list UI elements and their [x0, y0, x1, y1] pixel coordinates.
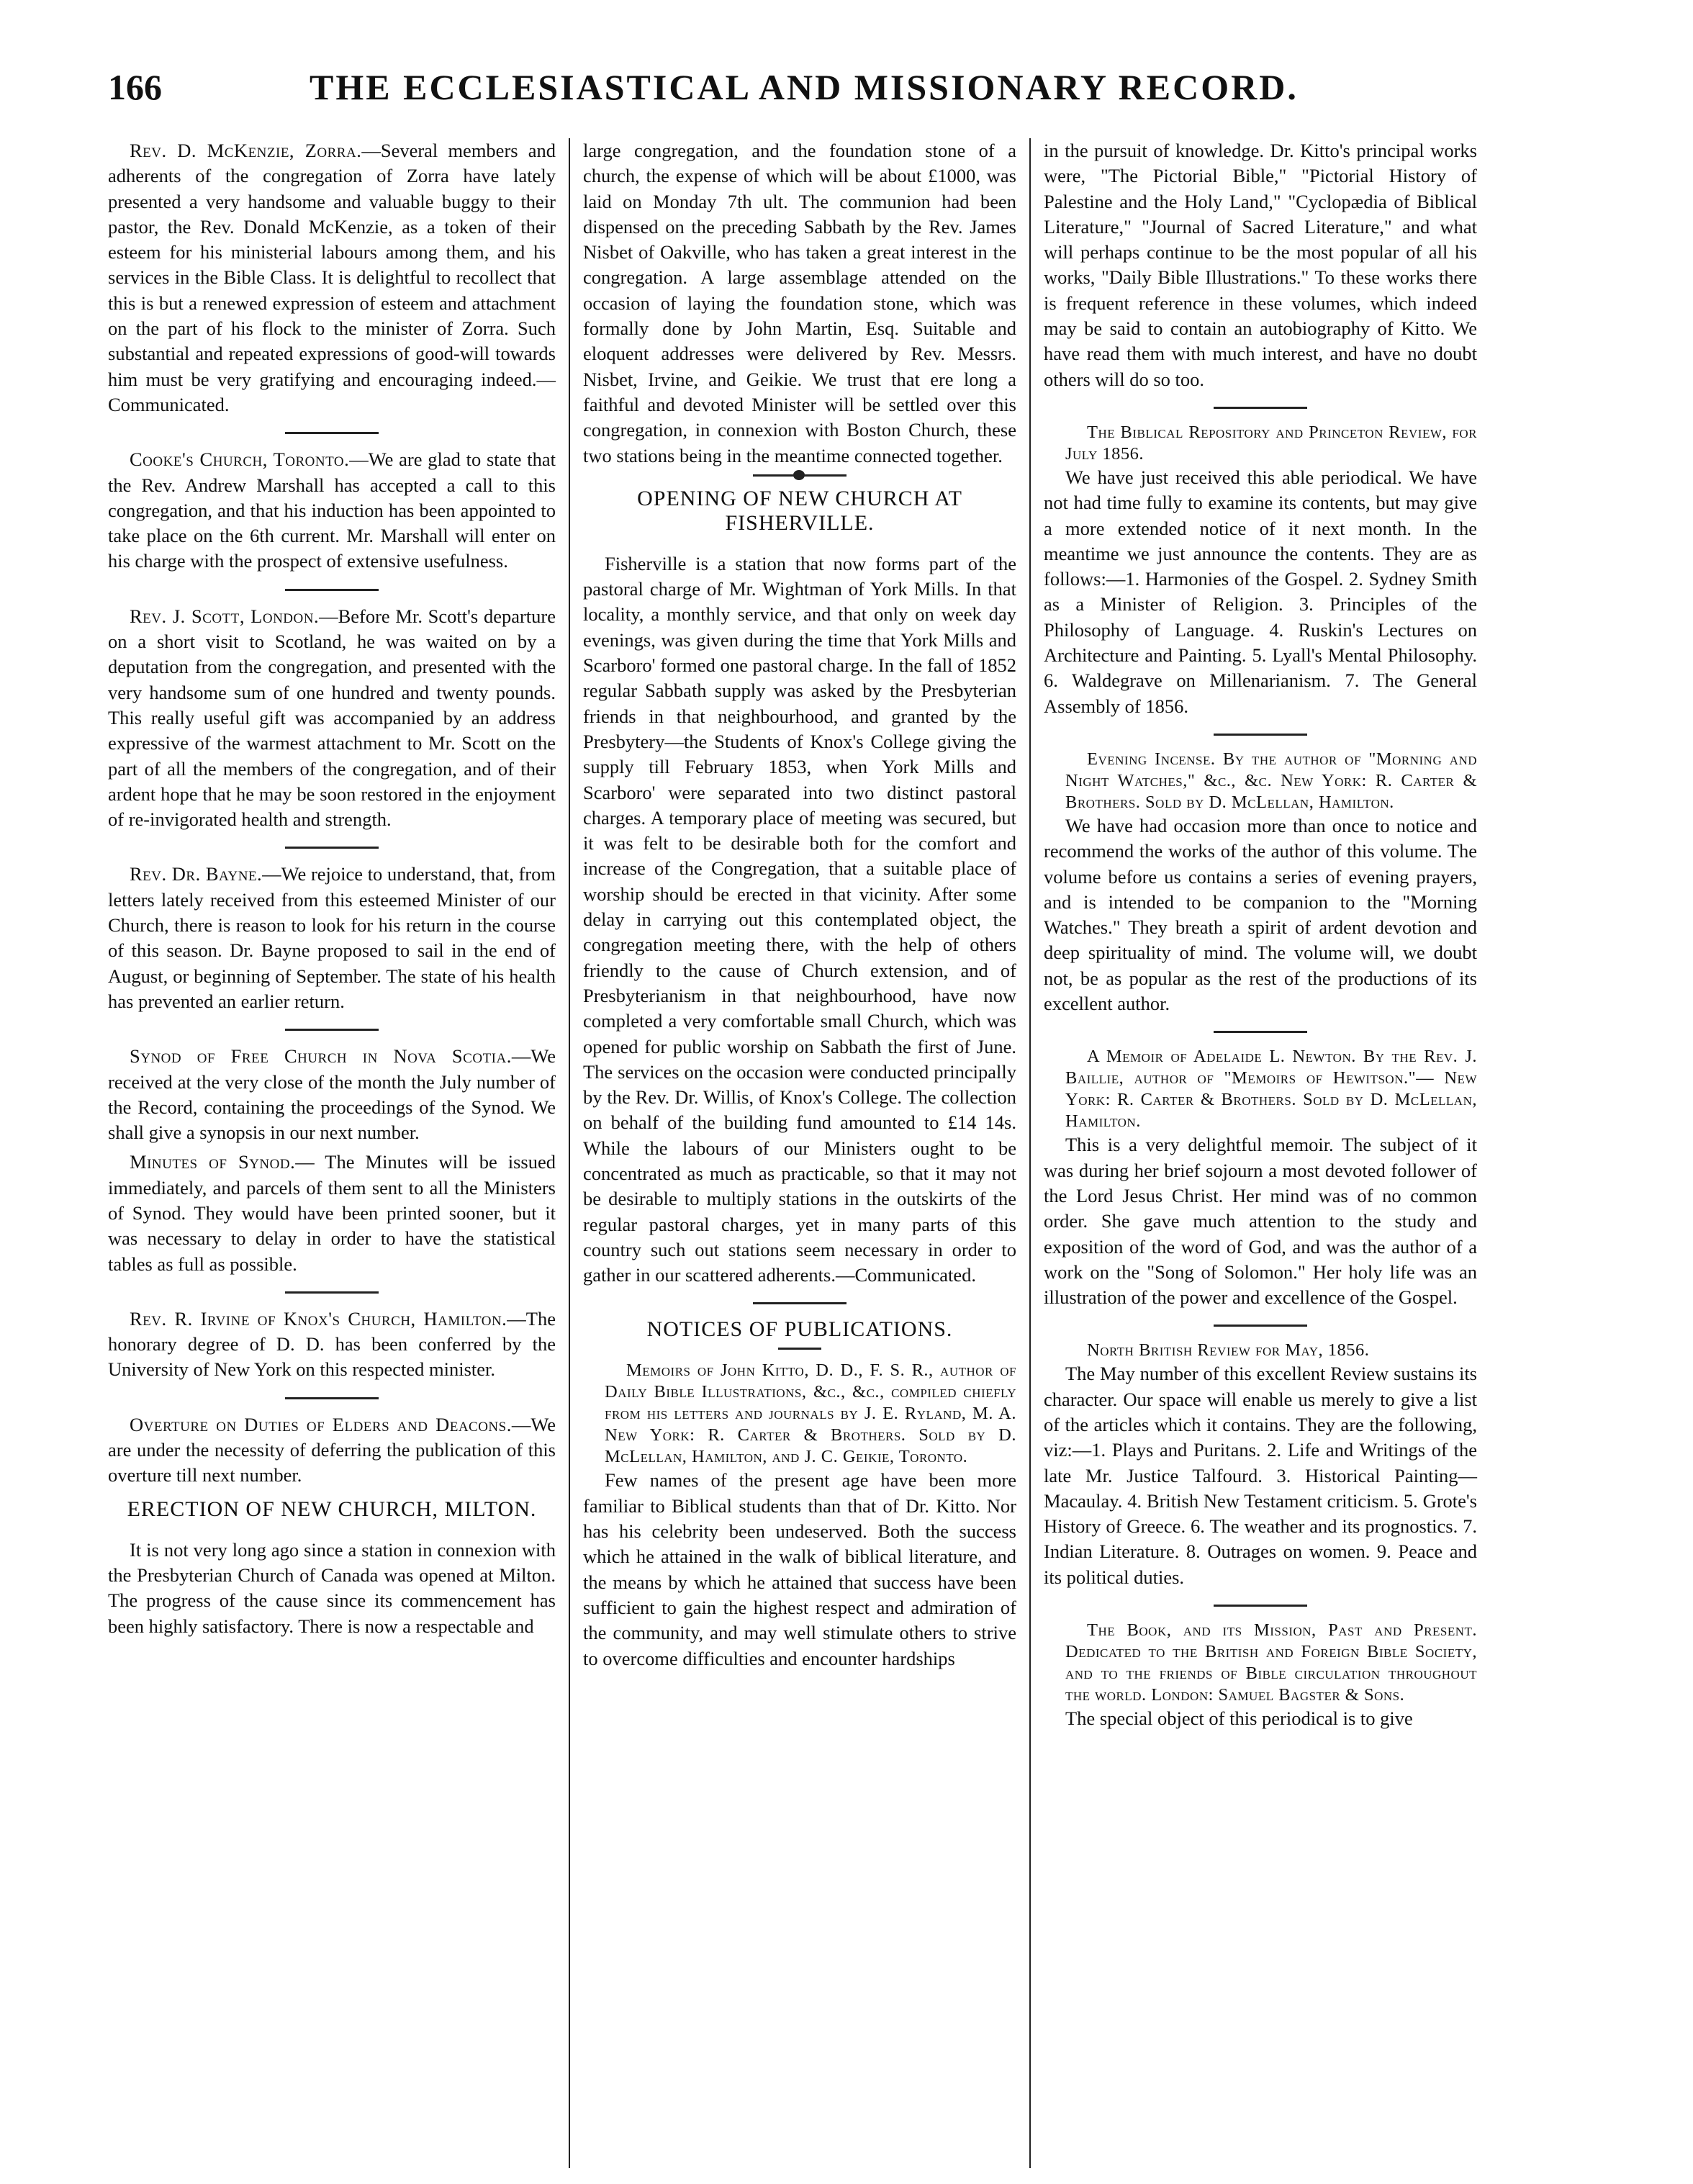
notice-text: The special object of this periodical is to give	[1065, 1707, 1413, 1730]
notice-text: Few names of the present age have been more familiar to Biblical students than that of Dr. Kitto. Nor has his celebrity been undeserved. Both the success which he attained in the walk of biblical literature, and the means by which he attained that success have been sufficient to gain the highest respect and admiration of the community, and may well stimulate others to strive to overcome difficulties and encounter hardships	[583, 1469, 1016, 1669]
divider-rule	[285, 1029, 379, 1031]
section-heading: OPENING OF NEW CHURCH AT FISHERVILLE.	[637, 486, 962, 535]
divider-rule	[285, 1397, 379, 1399]
divider-rule	[1214, 1031, 1307, 1033]
page-number: 166	[108, 67, 162, 107]
running-title: THE ECCLESIASTICAL AND MISSIONARY RECORD.	[310, 67, 1299, 107]
divider-rule	[1214, 734, 1307, 736]
article-lead: Rev. Dr. Bayne.	[130, 863, 263, 885]
divider-rule	[1214, 407, 1307, 409]
notice-biblical-repository	[1044, 422, 1477, 719]
article-text: —We rejoice to understand, that, from letters lately received from this esteemed Minister of our Church, there is reason to look for his return in the course of this season. Dr. Bayne proposed to sail in the end of August, or beginning of September. The state of his health has prevented an earlier return.	[108, 863, 556, 1012]
article-cookes-church	[108, 447, 556, 574]
article-overture	[108, 1412, 556, 1489]
notice-text: This is a very delightful memoir. The subject of it was during her brief sojourn a most devoted follower of the Lord Jesus Christ. Her mind was of no common order. She gave much attention to the study and exposition of the word of God, and was the author of a work on the "Song of Solomon." Her holy life was an illustration of the power and excellence of the Gospel.	[1044, 1134, 1477, 1309]
divider-rule	[778, 1348, 821, 1350]
columns	[108, 138, 1624, 2168]
page-header	[108, 66, 1624, 117]
article-mckenzie	[108, 138, 556, 418]
article-lead: Synod of Free Church in Nova Scotia.	[130, 1045, 512, 1068]
notice-kitto	[583, 1360, 1016, 1671]
notice-adelaide-newton	[1044, 1046, 1477, 1310]
article-text: It is not very long ago since a station in connexion with the Presbyterian Church of Canada was opened at Milton. The progress of the cause since its commencement has been highly satisfactory. There is now a respectable and	[108, 1538, 556, 1637]
notice-heading: North British Review for May, 1856.	[1087, 1340, 1370, 1361]
article-lead: Minutes of Synod.	[130, 1151, 296, 1173]
notice-heading: A Memoir of Adelaide L. Newton. By the Rev. J. Baillie, author of "Memoirs of Hewitson."— New York: R. Carter & Brothers. Sold by D. McLellan, Hamilton.	[1065, 1047, 1477, 1132]
notice-heading: The Biblical Repository and Princeton Review, for July 1856.	[1065, 422, 1477, 464]
article-lead: Overture on Duties of Elders and Deacons.	[130, 1413, 512, 1435]
notice-heading: Evening Incense. By the author of "Morning and Night Watches," &c., &c. New York: R. Carter & Brothers. Sold by D. McLellan, Hamilton.	[1065, 749, 1477, 812]
notice-the-book	[1044, 1620, 1477, 1731]
notice-text: We have had occasion more than once to notice and recommend the works of the author of this volume. The volume before us contains a series of evening prayers, and is intended to be companion to the "Morning Watches." They breath a spirit of ardent devotion and deep spirituality of mind. The volume will, we doubt not, be as popular as the rest of the productions of its excellent author.	[1044, 814, 1477, 1015]
article-milton	[108, 1538, 556, 1639]
article-scott	[108, 604, 556, 833]
divider-rule	[1214, 1605, 1307, 1607]
ornamental-divider	[753, 474, 846, 477]
notice-evening-incense	[1044, 749, 1477, 1016]
notice-kitto-continued	[1044, 138, 1477, 392]
divider-rule	[285, 432, 379, 434]
notice-text: We have just received this able periodical. We have not had time fully to examine its contents, but may give a more extended notice of it next month. In the meantime we just announce the contents. They are as follows:—1. Harmonies of the Gospel. 2. Sydney Smith as a Minister of Religion. 3. Principles of the Philosophy of Language. 4. Ruskin's Lectures on Architecture and Painting. 5. Lyall's Mental Philosophy. 6. Waldegrave on Millenarianism. 7. The General Assembly of 1856.	[1044, 466, 1477, 717]
divider-rule	[285, 847, 379, 849]
article-text: —The honorary degree of D. D. has been conferred by the University of New York on this respected minister.	[108, 1307, 556, 1381]
article-text: —We received at the very close of the month the July number of the Record, containing the proceedings of the Synod. We shall give a synopsis in our next number.	[108, 1045, 556, 1144]
article-synod-nova-scotia	[108, 1044, 556, 1145]
article-irvine	[108, 1307, 556, 1383]
article-bayne	[108, 862, 556, 1014]
notice-north-british-review	[1044, 1340, 1477, 1590]
article-lead: Cooke's Church, Toronto.	[130, 448, 350, 471]
section-heading: NOTICES OF PUBLICATIONS.	[646, 1317, 953, 1342]
article-text: —Several members and adherents of the congregation of Zorra have lately presented a very handsome and valuable buggy to their pastor, the Rev. Donald McKenzie, as a token of their esteem for his ministerial labours among them, and his services in the Bible Class. It is delightful to recollect that this is but a renewed expression of esteem and attachment on the part of his flock to the minister of Zorra. Such substantial and repeated expressions of good-will towards him must be very gratifying and encouraging indeed.—Communicated.	[108, 140, 556, 415]
article-milton-continued	[583, 138, 1016, 469]
article-text: —We are under the necessity of deferring the publication of this overture till next number.	[108, 1413, 556, 1486]
article-text: — The Minutes will be issued immediately, and parcels of them sent to all the Ministers of Synod. They would have been printed sooner, but it was necessary to delay in order to have the statistical tables as full as possible.	[108, 1151, 556, 1275]
notice-heading: Memoirs of John Kitto, D. D., F. S. R., author of Daily Bible Illustrations, &c., &c., compiled chiefly from his letters and journals by J. E. Ryland, M. A. New York: R. Carter & Brothers. Sold by D. McLellan, Hamilton, and J. C. Geikie, Toronto.	[605, 1361, 1016, 1467]
article-fisherville	[583, 551, 1016, 1289]
column-3	[1029, 138, 1490, 2168]
article-lead: Rev. J. Scott, London.	[130, 605, 320, 627]
notice-heading: The Book, and its Mission, Past and Present. Dedicated to the British and Foreign Bible Society, and to the friends of Bible circulation throughout the world. London: Samuel Bagster & Sons.	[1065, 1620, 1477, 1705]
article-text: Fisherville is a station that now forms part of the pastoral charge of Mr. Wightman of York Mills. In that locality, a monthly service, and that only on week day evenings, was given during the time that York Mills and Scarboro' formed one pastoral charge. In the fall of 1852 regular Sabbath supply was asked by the Presbyterian friends in that neighbourhood, and granted by the Presbytery—the Students of Knox's College giving the supply till February 1853, when York Mills and Scarboro' were separated into two distinct pastoral charges. A temporary place of meeting was secured, but it was felt to be desirable both for the comfort and increase of the Congregation, that a suitable place of worship should be erected in that vicinity. After some delay in carrying out this contemplated object, the congregation meeting there, with the help of others friendly to the cause of Church extension, and of Presbyterianism in that neighbourhood, have now completed a very comfortable small Church, which was opened for public worship on Sabbath the first of June. The services on the occasion were conducted principally by the Rev. Dr. Willis, of Knox's College. The collection on behalf of the building fund amounted to £14 14s. While the labours of our Ministers ought to be concentrated as much as practicable, so that it may not be desirable to multiply stations in the outskirts of the regular pastoral charges, yet in many parts of this country such out stations seem necessary in order to gather in our scattered adherents.—Communicated.	[583, 552, 1016, 1286]
divider-rule	[285, 1291, 379, 1294]
article-text: large congregation, and the foundation stone of a church, the expense of which will be about £1000, was laid on Monday 7th ult. The communion had been dispensed on the preceding Sabbath by the Rev. James Nisbet of Oakville, who has taken a great interest in the congregation. A large assemblage attended on the occasion of laying the foundation stone, which was formally done by John Martin, Esq. Suitable and eloquent addresses were delivered by Rev. Messrs. Nisbet, Irvine, and Geikie. We trust that ere long a faithful and devoted Minister will be settled over this congregation, in connexion with Boston Church, these two stations being in the meantime connected together.	[583, 140, 1016, 466]
section-heading: ERECTION OF NEW CHURCH, MILTON.	[127, 1497, 537, 1521]
article-lead: Rev. D. McKenzie, Zorra.	[130, 140, 362, 161]
column-1	[108, 138, 569, 2168]
column-2	[569, 138, 1029, 2168]
article-text: in the pursuit of knowledge. Dr. Kitto's principal works were, "The Pictorial Bible," "Pictorial History of Palestine and the Holy Land," "Cyclopædia of Biblical Literature," "Journal of Sacred Literature," and what will perhaps continue to be the most popular of all his works, "Daily Bible Illustrations." To these works there is frequent reference in these volumes, which indeed may be said to contain an autobiography of Kitto. We have read them with much interest, and have no doubt others will do so too.	[1044, 140, 1477, 390]
divider-rule	[753, 1302, 846, 1304]
article-text: —We are glad to state that the Rev. Andrew Marshall has accepted a call to this congregation, and that his induction has been appointed to take place on the 6th current. Mr. Marshall will enter on his charge with the prospect of extensive usefulness.	[108, 448, 556, 572]
article-lead: Rev. R. Irvine of Knox's Church, Hamilton.	[130, 1307, 507, 1330]
divider-rule	[285, 589, 379, 591]
notice-text: The May number of this excellent Review sustains its character. Our space will enable us merely to give a list of the articles which it contains. They are the following, viz:—1. Plays and Puritans. 2. Life and Writings of the late Mr. Justice Talfourd. 3. Historical Painting—Macaulay. 4. British New Testament criticism. 5. Grote's History of Greece. 6. The weather and its prognostics. 7. Indian Literature. 8. Outrages on women. 9. Peace and its political duties.	[1044, 1363, 1477, 1588]
article-text: —Before Mr. Scott's departure on a short visit to Scotland, he was waited on by a deputation from the congregation, and presented with the very handsome sum of one hundred and twenty pounds. This really useful gift was accompanied by an address expressive of the warmest attachment to Mr. Scott on the part of all the members of the congregation, and of their ardent hope that he may be soon restored in the enjoyment of re-invigorated health and strength.	[108, 605, 556, 831]
divider-rule	[1214, 1325, 1307, 1327]
article-minutes-of-synod	[108, 1150, 556, 1276]
